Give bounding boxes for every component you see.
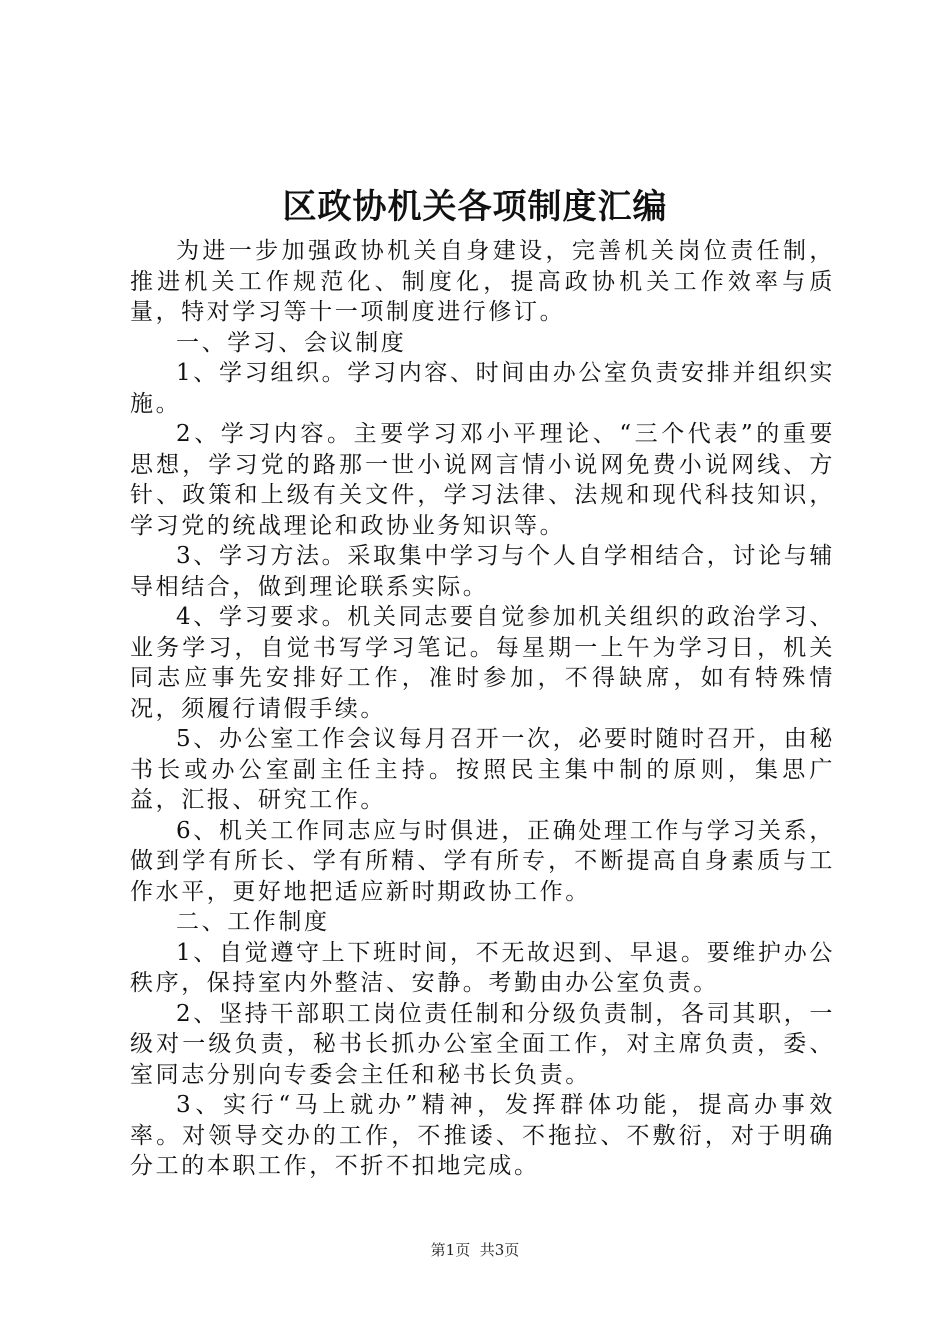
paragraph: 6、机关工作同志应与时俱进，正确处理工作与学习关系，做到学有所长、学有所精、学有所专，不断提高自身素质与工作水平，更好地把适应新时期政协工作。 <box>130 817 835 905</box>
paragraph: 1、自觉遵守上下班时间，不无故迟到、早退。要维护办公秩序，保持室内外整洁、安静。考勤由办公室负责。 <box>130 939 835 996</box>
intro-paragraph: 为进一步加强政协机关自身建设，完善机关岗位责任制，推进机关工作规范化、制度化，提高政协机关工作效率与质量，特对学习等十一项制度进行修订。 <box>130 238 835 325</box>
paragraph: 3、学习方法。采取集中学习与个人自学相结合，讨论与辅导相结合，做到理论联系实际。 <box>130 543 835 600</box>
paragraph: 2、学习内容。主要学习邓小平理论、“三个代表”的重要思想，学习党的路那一世小说网言情小说网免费小说网线、方针、政策和上级有关文件，学习法律、法规和现代科技知识，学习党的统战理论和政协业务知识等。 <box>130 421 835 539</box>
paragraph: 3、实行“马上就办”精神，发挥群体功能，提高办事效率。对领导交办的工作，不推诿、不拖拉、不敷衍，对于明确分工的本职工作，不折不扣地完成。 <box>130 1092 835 1179</box>
page-total: 共3页 <box>479 1241 520 1259</box>
section-heading: 二、工作制度 <box>176 909 330 935</box>
page-footer <box>0 1240 950 1260</box>
page-number: 第1页 <box>430 1241 471 1259</box>
section-heading: 一、学习、会议制度 <box>176 329 407 356</box>
paragraph: 1、学习组织。学习内容、时间由办公室负责安排并组织实施。 <box>130 360 835 417</box>
paragraph: 2、坚持干部职工岗位责任制和分级负责制，各司其职，一级对一级负责，秘书长抓办公室全面工作，对主席负责，委、室同志分别向专委会主任和秘书长负责。 <box>130 1000 835 1088</box>
paragraph: 4、学习要求。机关同志要自觉参加机关组织的政治学习、业务学习，自觉书写学习笔记。每星期一上午为学习日，机关同志应事先安排好工作，准时参加，不得缺席，如有特殊情况，须履行请假手续。 <box>130 604 835 722</box>
paragraph: 5、办公室工作会议每月召开一次，必要时随时召开，由秘书长或办公室副主任主持。按照民主集中制的原则，集思广益，汇报、研究工作。 <box>130 726 835 813</box>
document-title: 区政协机关各项制度汇编 <box>282 187 668 227</box>
document-body <box>130 236 835 1182</box>
